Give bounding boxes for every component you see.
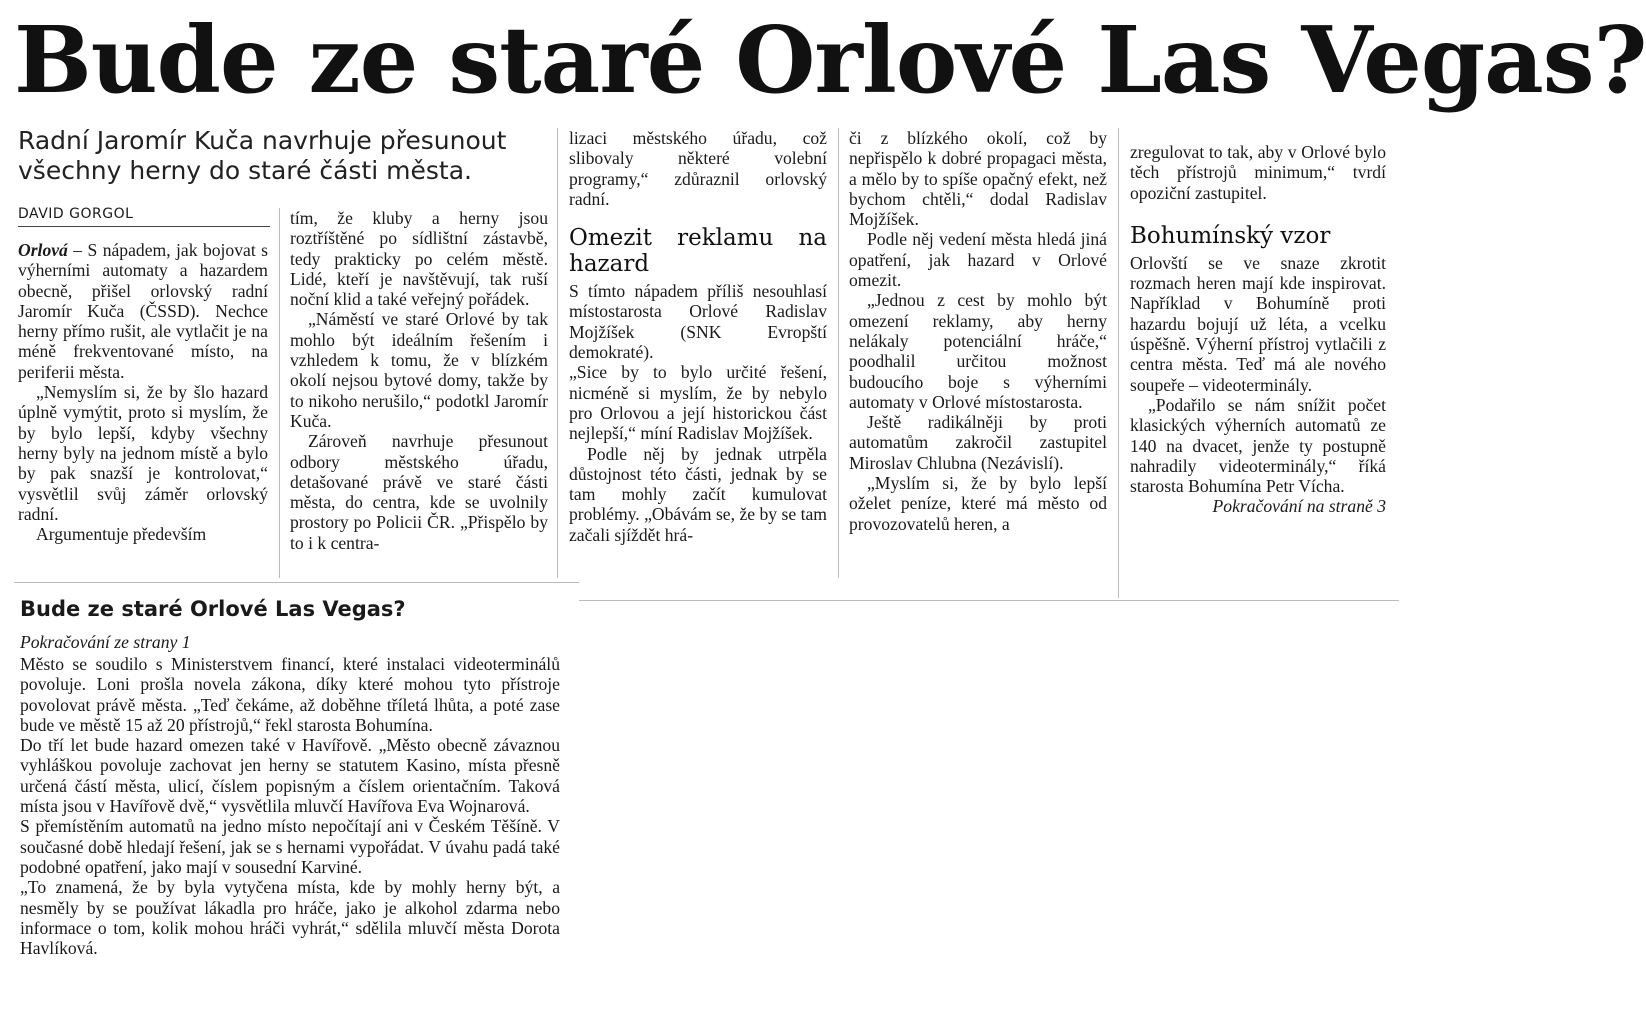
headline: Bude ze staré Orlové Las Vegas?: [14, 6, 1646, 114]
article-column-4: [849, 128, 1107, 570]
col5-paragraph-1: zregulovat to tak, aby v Orlové bylo těch přístrojů minimum,“ tvrdí opoziční zastupitel.: [1130, 142, 1386, 203]
col5-paragraph-3: „Podařilo se nám snížit počet klasických výherních automatů ze 140 na dvacet, jenže ty postupně nahradily videoterminály,“ říká starosta Bohumína Petr Vícha.: [1130, 394, 1386, 497]
continued-note: Pokračování na straně 3: [1212, 496, 1386, 517]
col3-paragraph-4: Podle něj by jednak utrpěla důstojnost této části, jednak by se tam mohly začít kumulovat problémy. „Obávám se, že by se tam začali sjíždět hrá-: [569, 443, 827, 545]
col2-paragraph-2: „Náměstí ve staré Orlové by tak mohlo být ideálním řešením i vzhledem k tomu, že v blízkém okolí nejsou bytové domy, takže by to nikoho nerušilo,“ podotkl Jaromír Kuča.: [290, 309, 548, 431]
col4-paragraph-3: „Jednou z cest by mohlo být omezení reklamy, aby herny nelákaly potenciální hráče,“ poodhalil určitou možnost budoucího boje s výherními automaty v Orlové místostarosta.: [849, 290, 1107, 412]
col3-paragraph-2: S tímto nápadem příliš nesouhlasí místostarosta Orlové Radislav Mojžíšek (SNK Evropští demokraté).: [569, 281, 827, 363]
col3-paragraph-3: „Sice by to bylo určité řešení, nicméně si myslím, že by nebylo pro Orlovou a její historickou část nejlepší,“ míní Radislav Mojžíšek.: [569, 362, 827, 444]
col4-paragraph-4: Ještě radikálněji by proti automatům zakročil zastupitel Miroslav Chlubna (Nezávislí).: [849, 412, 1107, 473]
continuation-paragraph-3: S přemístěním automatů na jedno místo nepočítají ani v Českém Těšíně. V současné době hledají řešení, jak se s hernami vypořádat. V úvahu padá také podobné opatření, jako mají v sousední Karviné.: [20, 816, 560, 877]
col2-paragraph-3: Zároveň navrhuje přesunout odbory městského úřadu, detašované právě ve staré části města, do centra, kde se uvolnily prostory po Policii ČR. „Přispělo by to i k centra-: [290, 431, 548, 553]
column-divider: [279, 208, 280, 578]
article-column-3: [569, 128, 827, 570]
col1-paragraph-2: „Nemyslím si, že by šlo hazard úplně vymýtit, proto si myslím, že by bylo lepší, kdyby všechny herny byly na jednom místě a bylo by pak snazší je kontrolovat,“ vysvětlil svůj záměr orlovský radní.: [18, 382, 268, 524]
col5-paragraph-2: Orlovští se ve snaze zkrotit rozmach heren mají kde inspirovat. Například v Bohumíně proti hazardu bojují už léta, a vcelku úspěšně. Výherní přístroj vytlačili z centra města. Teď má ale nového soupeře – videoterminály.: [1130, 252, 1386, 395]
column-divider: [838, 128, 839, 578]
article-column-5: [1130, 142, 1386, 582]
section-divider: [14, 582, 579, 583]
col2-paragraph-1: tím, že kluby a herny jsou roztříštěné po sídlištní zástavbě, tedy prakticky po celém městě. Lidé, kteří je navštěvují, tak ruší noční klid a také veřejný pořádek.: [290, 208, 548, 310]
section-divider: [579, 600, 1399, 601]
col4-paragraph-2: Podle něj vedení města hledá jiná opatření, jak hazard v Orlové omezit.: [849, 229, 1107, 291]
section-heading-bohumin: Bohumínský vzor: [1130, 222, 1331, 249]
col1-paragraph-3: Argumentuje především: [36, 524, 207, 545]
subheadline: Radní Jaromír Kuča navrhuje přesunout všechny herny do staré části města.: [18, 126, 507, 185]
continuation-body: [20, 654, 560, 1014]
article-column-2: [290, 208, 548, 570]
column-divider: [557, 128, 558, 578]
col4-paragraph-1: či z blízkého okolí, což by nepřispělo k dobré propagaci města, a mělo by to spíše opačný efekt, než bychom chtěli,“ dodal Radislav Mojžíšek.: [849, 128, 1107, 230]
continuation-title: Bude ze staré Orlové Las Vegas?: [20, 597, 406, 621]
continuation-paragraph-1: Město se soudilo s Ministerstvem financí, které instalaci videoterminálů povoluje. Loni prošla novela zákona, díky které mohou tyto přístroje povolovat právě města. „Teď čekáme, až doběhne tříletá lhůta, a poté zase bude ve městě 15 až 20 přístrojů,“ řekl starosta Bohumína.: [20, 654, 560, 735]
byline-rule: [18, 226, 270, 227]
continuation-paragraph-4: „To znamená, že by byla vytyčena místa, kde by mohly herny být, a nesměly by se používat lákadla pro hráče, jako je alkohol zdarma nebo informace o tom, kolik mohou hráči vyhrát,“ sdělila mluvčí města Dorota Havlíková.: [20, 877, 560, 959]
col1-paragraph-1: – S nápadem, jak bojovat s výherními automaty a hazardem obecně, přišel orlovský radní Jaromír Kuča (ČSSD). Nechce herny přímo rušit, ale vytlačit je na méně frekventované místo, na periferii města.: [18, 240, 268, 382]
col3-paragraph-1: lizaci městského úřadu, což slibovaly některé volební programy,“ zdůraznil orlovský radní.: [569, 128, 827, 209]
article-column-1: [18, 240, 268, 570]
column-divider: [1118, 128, 1119, 598]
continuation-from-note: Pokračování ze strany 1: [20, 632, 191, 652]
section-heading-advertising: Omezit reklamu na hazard: [569, 225, 827, 278]
continuation-paragraph-2: Do tří let bude hazard omezen také v Havířově. „Město obecně závaznou vyhláškou povoluje zachovat jen herny se statutem Kasino, místa přesně určená částí města, ulicí, číslem popisným a číslem orientačním. Taková místa jsou v Havířově dvě,“ vysvětlila mluvčí Havířova Eva Wojnarová.: [20, 735, 560, 817]
dateline-place: Orlová: [18, 240, 68, 260]
col4-paragraph-5: „Myslím si, že by bylo lepší oželet peníze, které má město od provozovatelů heren, a: [849, 473, 1107, 534]
byline: DAVID GORGOL: [18, 206, 134, 222]
